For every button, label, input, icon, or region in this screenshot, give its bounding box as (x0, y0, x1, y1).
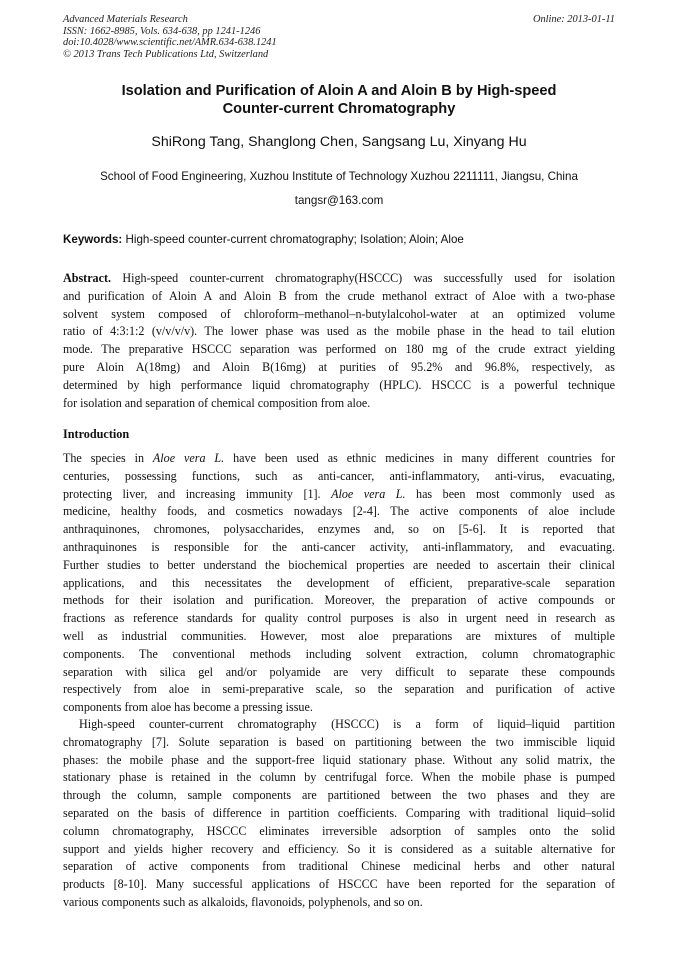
paragraph-line: various components such as alkaloids, flavonoids, polyphenols, and so on. (63, 894, 423, 909)
paragraph-line: components from aloe has become a pressing issue. (63, 700, 313, 715)
paragraph-line: centuries, possessing functions, such as anti-cancer, anti-inflammatory, anti-virus, evacuating, (63, 468, 615, 483)
paragraph-line: Further studies to better understand the biochemical properties are needed to ascertain their clinical (63, 557, 615, 572)
paragraph-line: The species in Aloe vera L. have been used as ethnic medicines in many different countries for (63, 451, 615, 465)
doi-line: doi:10.4028/www.scientific.net/AMR.634-638.1241 (63, 37, 277, 48)
abstract-line: solvent system composed of chloroform–methanol–n-butylalcohol-water at an optimized volume (63, 306, 615, 321)
paragraph-line: chromatography [7]. Solute separation is based on partitioning between the two immiscible liquid (63, 734, 615, 749)
paragraph-line: fractions as reference standards for quality control purposes is also in urgent need in research as (63, 611, 615, 626)
title-line-1: Isolation and Purification of Aloin A and Aloin B by High-speed (121, 83, 557, 99)
paragraph-line: anthraquinones, chromones, polysaccharides, enzymes and, so on [5-6]. It is reported that (63, 522, 615, 537)
abstract-line: Abstract. High-speed counter-current chromatography(HSCCC) was successfully used for isolation (63, 271, 615, 285)
paper-title (70, 82, 608, 118)
paragraph-line: separation of active components from traditional Chinese medicinal herbs and other natural (63, 859, 615, 874)
abstract-line: ratio of 4:3:1:2 (v/v/v/v). The lower phase was used as the mobile phase in the head to tail elution (63, 324, 615, 339)
paragraph-line: protecting liver, and increasing immunity [1]. Aloe vera L. has been most commonly used as (63, 486, 615, 501)
copyright-line: © 2013 Trans Tech Publications Ltd, Switzerland (63, 48, 269, 60)
paragraph-line: products [8-10]. Many successful applications of HSCCC have been reported for the separation of (63, 877, 615, 892)
paragraph-line: support and yields higher recovery and efficiency. So it is considered as a suitable alternative for (63, 841, 615, 856)
paragraph-line: anthraquinones is responsible for the anti-cancer activity, anti-inflammatory, and evacuating. (63, 539, 615, 554)
issn-line: ISSN: 1662-8985, Vols. 634-638, pp 1241-1246 (63, 25, 261, 37)
intro-paragraph-2 (63, 716, 615, 912)
paragraph-line: components. The conventional methods including solvent extraction, column chromatographic (63, 646, 615, 661)
paragraph-line: separation with silica gel and/or polyamide are very difficult to separate these compounds (63, 664, 615, 679)
journal-header (63, 14, 615, 60)
paragraph-line: medicine, healthy foods, and cosmetics nowadays [2-4]. The active components of aloe include (63, 504, 615, 519)
paragraph-line: methods for their isolation and purification. Moreover, the preparation of active compounds or (63, 593, 615, 608)
paragraph-line: well as industrial communities. However, most aloe preparations are mixtures of multiple (63, 628, 615, 643)
paragraph-line: stationary phase is retained in the column by centrifugal force. When the mobile phase is pumped (63, 770, 615, 785)
paragraph-line: phases: the mobile phase and the support-free liquid stationary phase. Without any solid matrix, the (63, 752, 615, 767)
keywords-text: High-speed counter-current chromatography; Isolation; Aloin; Aloe (122, 233, 464, 246)
intro-paragraph-1 (63, 450, 615, 717)
contact-email: tangsr@163.com (294, 194, 384, 207)
journal-name: Advanced Materials Research (63, 14, 188, 25)
species-name: Aloe vera L. (152, 451, 225, 465)
abstract-line: determined by high performance liquid chromatography (HPLC). HSCCC is a powerful technique (63, 377, 615, 392)
keywords (63, 233, 623, 247)
abstract-line: and purification of Aloin A and Aloin B from the crude methanol extract of Aloe with a two-phase (63, 288, 615, 303)
paragraph-line: column chromatography, HSCCC eliminates irreversible adsorption of samples onto the solid (63, 823, 615, 838)
paragraph-line: respectively from aloe in semi-preparative scale, so the separation and purification of active (63, 682, 615, 697)
paragraph-line: through the column, sample components are partitioned between the two phases and they are (63, 788, 615, 803)
affiliation: School of Food Engineering, Xuzhou Institute of Technology Xuzhou 2211111, Jiangsu, China (100, 170, 578, 183)
abstract-label: Abstract. (63, 271, 112, 285)
species-name: Aloe vera L. (331, 486, 406, 501)
abstract-line: for isolation and separation of chemical composition from aloe. (63, 395, 371, 410)
paragraph-line: separated on the basis of difference in partition coefficients. Comparing with traditional liquid–solid (63, 805, 615, 820)
author-list: ShiRong Tang, Shanglong Chen, Sangsang Lu, Xinyang Hu (151, 134, 527, 150)
keywords-label: Keywords: (63, 233, 123, 246)
abstract-line: pure Aloin A(18mg) and Aloin B(16mg) at purities of 95.2% and 96.8%, respectively, as (63, 359, 615, 374)
abstract (63, 270, 615, 412)
title-line-2: Counter-current Chromatography (222, 101, 456, 117)
paragraph-line: High-speed counter-current chromatography (HSCCC) is a form of liquid–liquid partition (79, 717, 615, 731)
section-heading-introduction: Introduction (63, 427, 130, 441)
abstract-line: mode. The preparative HSCCC separation was performed on 180 mg of the crude extract yielding (63, 342, 615, 357)
paragraph-line: applications, and this necessitates the development of efficient, preparative-scale separation (63, 575, 615, 590)
online-date: Online: 2013-01-11 (532, 14, 615, 25)
